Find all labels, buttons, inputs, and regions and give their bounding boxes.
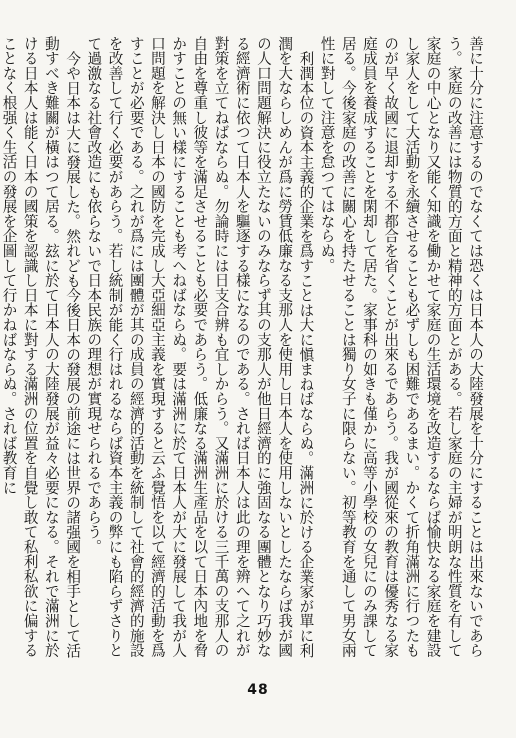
paragraph: 善に十分に注意するのでなくては恐くは日本人の大陸發展を十分にすることは出來ないであらう。家庭の改善には物質的方面と精神的方面とがある。若し家庭の主婦が明朗な性質を有して家庭の中心となり又能く知識を働かせて家庭の生活環境を改造するならば愉快なる家庭を建設し家人をして大活動を永續させることも必ずしも困難であるまい。かくて折角滿洲に行つたものが早く故國に退却する不都合を省くことが出來るであらう。我が國從來の教育は優秀なる家庭成員を養成することを閑却して居た。家事科の如きも僅かに高等小學校の女兒にのみ課して居る。今後家庭の改善に關心を持たせることは獨り女子に限らない。初等教育を通して男女兩性に對して注意を怠つてはならぬ。 [318,36,484,658]
vertical-text-body [0,36,486,664]
page-number: 48 [247,682,269,698]
paragraph: 今や日本は大に發展した。然れども今後日本の發展の前途には世界の諸强國を相手として活動すべき難關が橫はつて居る。玆に於て日本人の大陸發展が益々必要になる。それで滿洲に於ける日本人は能く日本の國策を認識し日本に對する滿洲の位置を自覺し敢て私利私欲に偏することなく根强く生活の發展を企圖して行かねばならぬ。されば教育に [0,36,82,658]
paragraph: 利潤本位の資本主義的企業を爲すことは大に愼まねばならぬ。滿洲に於ける企業家が單に利潤を大ならしめんが爲に勞賃低廉なる支那人を使用し日本人を使用しないとしたならば我が國の人口問題解決に役立たないのみならず其の支那人が他日經濟的に強固なる團體となり巧妙なる經濟術に依つて日本人を驅逐する樣になるのである。されば日本人は此の理を辨へて之れが對策を立てねばならぬ。勿論時には日支合辨も宜しからう。又滿洲に於ける三千萬の支那人の自由を尊重し彼等を滿足させることも必要であらう。低廉なる滿洲生產品を以て日本內地を脅かすことの無い樣にすることも考へねばならぬ。要は滿洲に於て日本人が大に發展して我が人口問題を解決し日本の國防を完成し大亞細亞主義を實現すると云ふ覺悟を以て經濟的活動を爲すことが必要である。之れが爲には團體が其の成員の經濟的活動を統制して社會的經濟的施設を改善して行く必要があらう。若し統制が能く行はれるならば資本主義の弊にも陷らずさりとて過激なる社會改造にも依らないで日本民族の理想が實現せられるであらう。 [85,36,315,658]
